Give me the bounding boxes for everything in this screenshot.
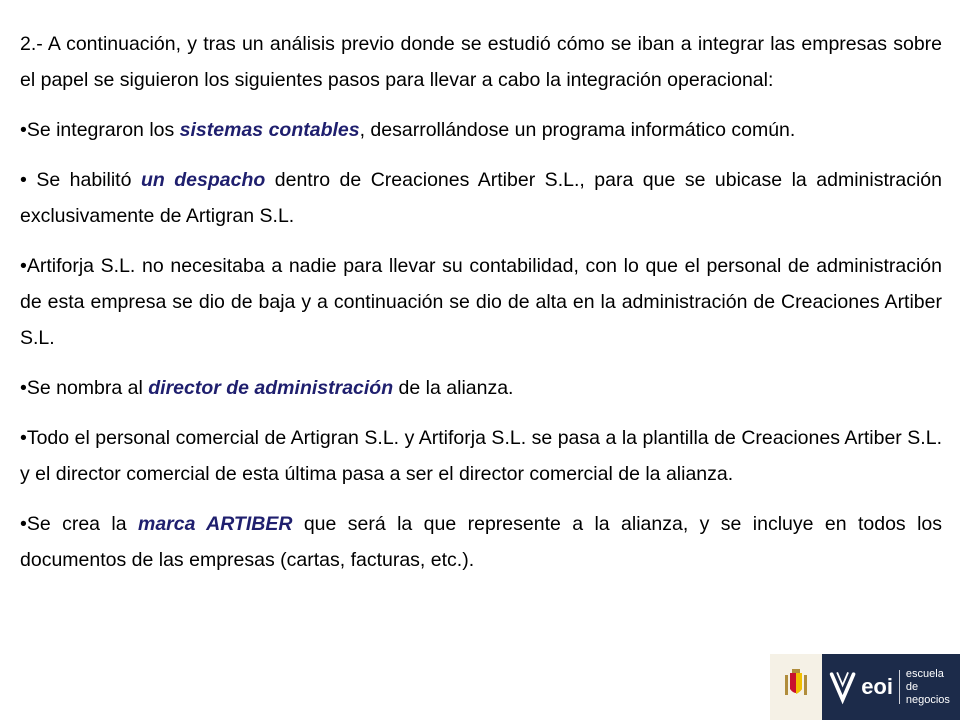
eoi-tagline-line1: escuela — [905, 667, 944, 680]
government-logo — [770, 654, 822, 720]
bullet-text: dentro de Creaciones Artiber S.L., para que se ubicase la administración exclusivamente de Artigran S.L. — [20, 169, 942, 227]
eoi-tagline-line2: de negocios — [905, 680, 950, 706]
bullet-text: •Se integraron los — [20, 119, 180, 141]
logo-divider — [899, 670, 900, 704]
bullet-director-admin — [20, 370, 942, 406]
bullet-artiforja: •Artiforja S.L. no necesitaba a nadie para llevar su contabilidad, con lo que el personal de administración de esta empresa se dio de baja y a continuación se dio de alta en la administración de Creaciones Artiber S.L. — [20, 255, 942, 349]
bullet-text: que será la que represente a la alianza, y se incluye en todos los documentos de las empresas (cartas, facturas, etc.). — [20, 513, 942, 571]
bullet-accounting-systems — [20, 112, 942, 148]
bullet-brand — [20, 506, 942, 578]
coat-of-arms-icon — [783, 669, 809, 699]
intro-paragraph: 2.- A continuación, y tras un análisis previo donde se estudió cómo se iban a integrar las empresas sobre el papel se siguieron los siguientes pasos para llevar a cabo la integración operacional: — [20, 33, 942, 91]
eoi-mark-icon — [828, 667, 857, 707]
bullet-text: de la alianza. — [393, 377, 514, 399]
emphasis-text: marca ARTIBER — [137, 513, 293, 535]
government-caption — [796, 701, 797, 705]
eoi-logo — [822, 654, 960, 720]
eoi-wordmark: eoi — [861, 674, 893, 699]
emphasis-text: director de administración — [148, 377, 394, 399]
bullet-text: • Se habilitó — [20, 169, 141, 191]
eoi-tagline — [906, 668, 960, 707]
bullet-text: •Se nombra al — [20, 377, 149, 399]
bullet-text: •Se crea la — [20, 513, 138, 535]
footer-logo-bar — [770, 654, 960, 720]
emphasis-text: sistemas contables — [179, 119, 360, 141]
bullet-office — [20, 162, 942, 234]
bullet-commercial-staff: •Todo el personal comercial de Artigran S.L. y Artiforja S.L. se pasa a la plantilla de Creaciones Artiber S.L. y el director comercial de esta última pasa a ser el director comercial de la alianza. — [20, 427, 942, 485]
emphasis-text: un despacho — [140, 169, 266, 191]
bullet-text: , desarrollándose un programa informático común. — [359, 119, 796, 141]
document-body — [20, 26, 942, 592]
